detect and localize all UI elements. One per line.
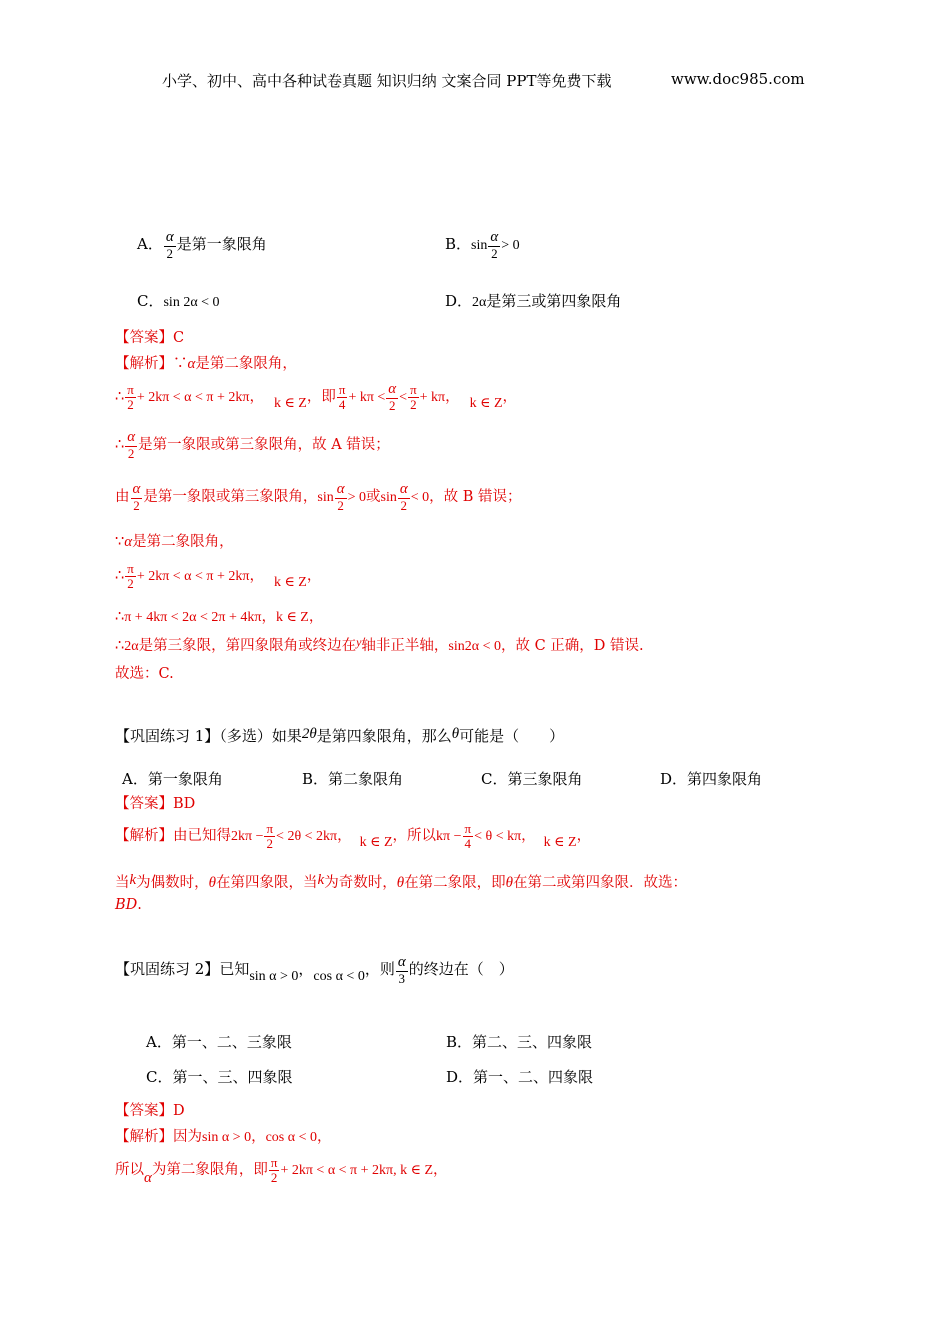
q1-analysis-line-2: ∴ $\frac{\pi}{2}$ + 2kπ < α < π + 2kπ， k ∈ Z，即 $\frac{\pi}{4}$ + kπ < $\frac{\alpha}{2}$ < $\frac{\pi}{2}$ + kπ， k ∈ Z， bbox=[115, 381, 518, 413]
exercise-2-analysis-line-1: 【解析】因为sin α > 0，cos α < 0， bbox=[115, 1129, 332, 1145]
exercise-1-analysis-line-1: 【解析】由已知得2kπ − $\frac{\pi}{2}$ < 2θ < 2kπ， k ∈ Z，所以kπ − $\frac{\pi}{4}$ < θ < kπ， k ∈ Z， bbox=[115, 821, 592, 851]
option-label: B． bbox=[445, 235, 472, 254]
q1-analysis-line-8: ∴2α是第三象限，第四象限角或终边在$^y$轴非正半轴，sin2α < 0，故 C 正确，D 错误. bbox=[115, 635, 644, 654]
exercise-label: 【巩固练习 2】 bbox=[115, 960, 220, 979]
exercise-1-option-a: A．第一象限角 bbox=[122, 770, 223, 788]
math: > 0 bbox=[501, 238, 520, 254]
exercise-2-option-a: A．第一、二、三象限 bbox=[146, 1033, 292, 1051]
header-right: www.doc985.com bbox=[671, 70, 805, 88]
exercise-1-title: 【巩固练习 1】（多选）如果2θ是第四象限角，那么θ可能是（ ） bbox=[115, 726, 565, 745]
q1-analysis-line-4: 由 $\frac{\alpha}{2}$ 是第一象限或第三象限角，sin $\frac{\alpha}{2}$ > 0或sin $\frac{\alpha}{2}$ < 0，故 B 错误； bbox=[115, 481, 522, 513]
exercise-1-option-b: B．第二象限角 bbox=[302, 770, 404, 788]
exercise-1-answer: 【答案】BD bbox=[115, 796, 196, 812]
exercise-1-option-d: D．第四象限角 bbox=[660, 770, 763, 788]
exercise-1-analysis-line-3: BD. bbox=[115, 897, 142, 913]
q1-analysis-line-6: ∴ $\frac{\pi}{2}$ + 2kπ < α < π + 2kπ， k ∈ Z， bbox=[115, 561, 322, 591]
q1-option-d bbox=[445, 290, 621, 311]
math: 2α bbox=[472, 295, 487, 310]
exercise-label: 【巩固练习 1】 bbox=[115, 727, 220, 745]
q1-analysis-line-7: ∴π + 4kπ < 2α < 2π + 4kπ，k ∈ Z， bbox=[115, 609, 324, 625]
fraction: $\frac{\alpha}{2}$ bbox=[490, 229, 499, 261]
exercise-1-analysis-line-2: 当k为偶数时，θ在第四象限，当k为奇数时，θ在第二象限，即θ在第二或第四象限．故选： bbox=[115, 872, 687, 891]
q1-option-a bbox=[137, 230, 267, 260]
exercise-2-answer: 【答案】D bbox=[115, 1103, 185, 1119]
q1-option-c bbox=[137, 290, 220, 311]
exercise-2-option-b: B．第二、三、四象限 bbox=[446, 1033, 593, 1051]
q1-answer: 【答案】C bbox=[115, 330, 185, 346]
fraction: $\frac{\alpha}{2}$ bbox=[165, 229, 174, 261]
q1-analysis-line-5: ∵α是第二象限角， bbox=[115, 534, 234, 550]
header-left: 小学、初中、高中各种试卷真题 知识归纳 文案合同 PPT等免费下载 bbox=[162, 72, 612, 90]
option-label: D． bbox=[445, 292, 473, 310]
option-label: C． bbox=[137, 292, 164, 310]
exercise-2-analysis-line-2: 所以α为第二象限角，即 $\frac{\pi}{2}$ + 2kπ < α < π + 2kπ, k ∈ Z， bbox=[115, 1155, 448, 1187]
q1-analysis-line-9: 故选：C. bbox=[115, 666, 174, 682]
math: sin bbox=[471, 238, 488, 254]
option-text: 是第三或第四象限角 bbox=[486, 292, 622, 310]
option-label: A． bbox=[137, 235, 163, 254]
math: sin 2α < 0 bbox=[163, 295, 220, 310]
q1-analysis-line-3: ∴ $\frac{\alpha}{2}$ 是第一象限或第三象限角，故 A 错误； bbox=[115, 429, 390, 461]
option-text: 是第一象限角 bbox=[176, 235, 267, 254]
q1-analysis-line-1: 【解析】∵α是第二象限角， bbox=[115, 356, 297, 372]
q1-option-b bbox=[445, 230, 520, 260]
exercise-1-option-c: C．第三象限角 bbox=[481, 770, 583, 788]
exercise-2-title: 【巩固练习 2】已知sin α > 0，cos α < 0，则 $\frac{\alpha}{3}$ 的终边在（ ） bbox=[115, 954, 514, 986]
exercise-2-option-c: C．第一、三、四象限 bbox=[146, 1068, 293, 1086]
exercise-2-option-d: D．第一、二、四象限 bbox=[446, 1068, 594, 1086]
